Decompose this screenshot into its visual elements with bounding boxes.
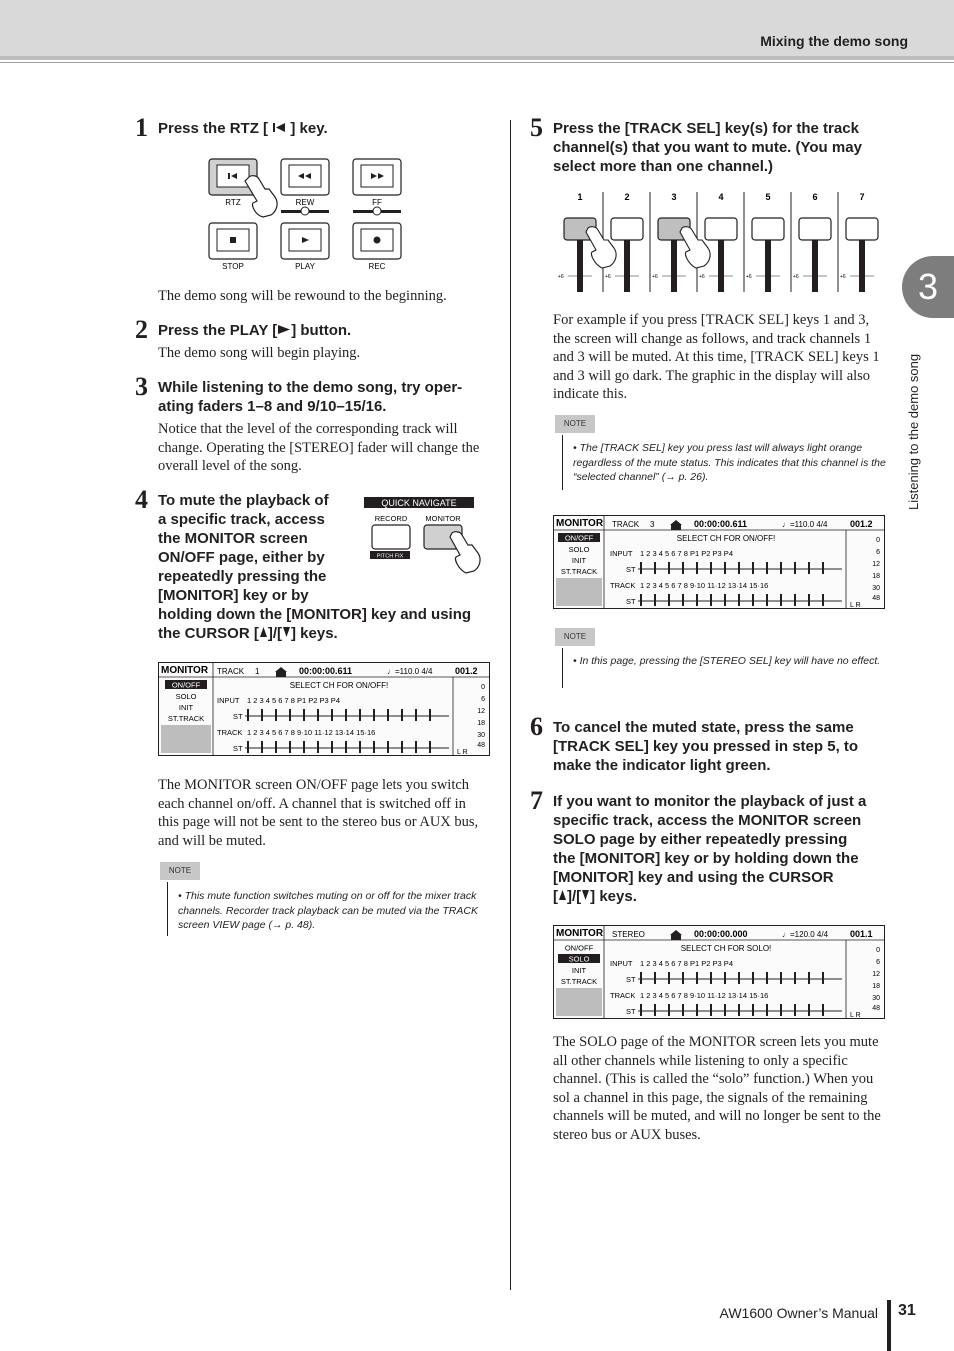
step-4-note-text: This mute function switches muting on or off for the mixer track channels. Recorder track playback can be muted via the TRACK screen VIEW page (→ p. 48). xyxy=(178,890,478,931)
lcd2-meter-18: 18 xyxy=(872,573,880,580)
step-4-number: 4 xyxy=(135,485,148,514)
lcd2-meter-0: 0 xyxy=(876,537,880,544)
step-5-title-line3: select more than one channel.) xyxy=(553,158,774,175)
lcd3-prompt: SELECT CH FOR SOLO! xyxy=(680,944,772,953)
pitch-fix-label: PITCH FIX xyxy=(376,553,404,560)
running-head: Mixing the demo song xyxy=(760,33,908,49)
lcd3-track-row-label: TRACK xyxy=(610,991,636,1000)
lcd3-st-label-2: ST xyxy=(626,1007,636,1016)
lcd2-input-label: INPUT xyxy=(610,549,633,558)
lcd2-input-channels: 1 2 3 4 5 6 7 8 P1 P2 P3 P4 xyxy=(640,549,733,558)
step-2-title xyxy=(158,321,351,340)
lcd2-meter-12: 12 xyxy=(872,561,880,568)
fader-number-2: 2 xyxy=(624,192,630,202)
lcd1-tab-sttrack[interactable]: ST.TRACK xyxy=(167,714,205,723)
lcd2-tab-sttrack[interactable]: ST.TRACK xyxy=(560,567,598,576)
step-7-title-line: specific track, access the MONITOR screen xyxy=(553,812,862,829)
rec-key[interactable] xyxy=(353,223,401,259)
lcd3-meter-30: 30 xyxy=(872,995,880,1002)
step-2-title-post: ] button. xyxy=(291,322,352,339)
lcd1-track-num: 1 xyxy=(255,667,260,676)
lcd3-meter-6: 6 xyxy=(876,959,880,966)
rtz-label: RTZ xyxy=(225,198,241,207)
lcd2-track-row-label: TRACK xyxy=(610,581,636,590)
header-rule xyxy=(0,56,954,60)
lcd2-tab-onoff[interactable]: ON/OFF xyxy=(564,533,594,543)
ff-key[interactable] xyxy=(353,159,401,195)
lcd1-tab-solo[interactable]: SOLO xyxy=(175,692,197,701)
step-1-body: The demo song will be rewound to the beginning. xyxy=(158,288,447,304)
lcd1-track-channels: 1 2 3 4 5 6 7 8 9·10 11·12 13·14 15·16 xyxy=(247,728,376,737)
step-5-note-1-text: The [TRACK SEL] key you press last will always light orange regardless of the mute status. This indicates that this channel is the “selected channel” (→ p. 26). xyxy=(573,442,886,483)
step-4-title-last-mid: ]/[ xyxy=(267,625,283,642)
lcd1-bar: 001.2 xyxy=(455,666,478,676)
step-3-number: 3 xyxy=(135,372,148,401)
step-5-note-2-text: In this page, pressing the [STEREO SEL] key will have no effect. xyxy=(579,655,881,667)
step-1-number: 1 xyxy=(135,113,148,142)
column-divider xyxy=(510,120,511,1290)
fader-mark: +6 xyxy=(699,274,705,280)
step-5-title xyxy=(553,119,898,176)
step-4-title-last-post: ] keys. xyxy=(291,625,338,642)
step-5-title-line1: Press the [TRACK SEL] key(s) for the track xyxy=(553,120,859,137)
lcd2-tab-solo[interactable]: SOLO xyxy=(568,545,590,554)
cursor-up-icon xyxy=(558,888,567,905)
step-7-title-line: SOLO page by either repeatedly pressing xyxy=(553,831,848,848)
lcd3-tab-solo[interactable]: SOLO xyxy=(568,954,590,964)
lcd1-meter-48: 48 xyxy=(477,742,485,749)
step-7-title xyxy=(553,792,898,906)
lcd1-meter-0: 0 xyxy=(481,684,485,691)
page-number: 31 xyxy=(898,1302,916,1319)
lcd2-tempo: ♩=110.0 4/4 xyxy=(782,520,828,529)
fader-number-5: 5 xyxy=(765,192,771,202)
lcd2-time: 00:00:00.611 xyxy=(694,519,748,529)
fader-mark: +6 xyxy=(793,274,799,280)
step-3-title-line1: While listening to the demo song, try oper- xyxy=(158,379,463,396)
step-7-title-last-post: ] keys. xyxy=(590,888,637,905)
step-4-title-line-last xyxy=(158,624,503,643)
step-1-title-pre: Press the RTZ [ xyxy=(158,120,269,137)
stop-key[interactable] xyxy=(209,223,257,259)
transport-keys-illustration xyxy=(205,155,415,275)
chapter-side-label: Listening to the demo song xyxy=(906,353,921,510)
fader-number-7: 7 xyxy=(859,192,865,202)
cursor-down-icon xyxy=(581,888,590,905)
lcd1-time: 00:00:00.611 xyxy=(299,666,353,676)
step-5-note-2: • In this page, pressing the [STEREO SEL] key will have no effect. xyxy=(573,655,881,667)
step-2-number: 2 xyxy=(135,315,148,344)
footer-manual-title: AW1600 Owner’s Manual xyxy=(719,1305,878,1321)
note-tag: NOTE xyxy=(160,862,200,880)
step-6-number: 6 xyxy=(530,712,543,741)
step-4-note: • This mute function switches muting on or off for the mixer track channels. Recorder track playback can be muted via the TRACK screen VIEW page (→ p. 48). xyxy=(178,890,478,931)
lcd3-track-channels: 1 2 3 4 5 6 7 8 9·10 11·12 13·14 15·16 xyxy=(640,991,769,1000)
step-3-title xyxy=(158,378,498,416)
play-label: PLAY xyxy=(295,262,315,271)
lcd3-meter-18: 18 xyxy=(872,983,880,990)
step-4-title-line: repeatedly pressing the xyxy=(158,568,327,585)
step-4-title-line: ON/OFF page, either by xyxy=(158,549,325,566)
track-sel-faders-illustration xyxy=(556,188,886,296)
track-sel-key-6[interactable] xyxy=(799,218,831,240)
step-2-body: The demo song will begin playing. xyxy=(158,345,361,361)
lcd1-tab-onoff[interactable]: ON/OFF xyxy=(171,680,201,690)
fader-mark: +6 xyxy=(558,274,564,280)
step-4-title-line: [MONITOR] key or by xyxy=(158,587,309,604)
lcd1-meter-18: 18 xyxy=(477,720,485,727)
lcd1-tempo: ♩=110.0 4/4 xyxy=(387,667,433,676)
stop-label: STOP xyxy=(222,262,244,271)
lcd3-tab-onoff[interactable]: ON/OFF xyxy=(564,943,594,953)
lcd2-st-label-2: ST xyxy=(626,597,636,606)
note-tag: NOTE xyxy=(555,628,595,646)
step-7-body: The SOLO page of the MONITOR screen lets you mute all other channels while listening to only a specific channel. (This is called the “solo” function.) When you sol a channel in this page, the signals of the remaining channels will be muted, and will no longer be sent to the stereo bus or AUX buses. xyxy=(553,1034,881,1143)
lcd3-track-label: STEREO xyxy=(612,930,645,939)
lcd1-st-label-2: ST xyxy=(233,744,243,753)
step-5-number: 5 xyxy=(530,113,543,142)
fader-mark: +6 xyxy=(652,274,658,280)
lcd1-tab-init[interactable]: INIT xyxy=(178,703,194,712)
lcd3-meter-0: 0 xyxy=(876,947,880,954)
lcd2-meter-30: 30 xyxy=(872,585,880,592)
play-icon xyxy=(277,322,291,339)
rtz-icon xyxy=(268,120,290,137)
lcd1-meter-6: 6 xyxy=(481,696,485,703)
lcd1-input-label: INPUT xyxy=(217,696,240,705)
lcd-monitor-solo xyxy=(553,925,885,1019)
lcd1-st-label: ST xyxy=(233,712,243,721)
lcd2-track-num: 3 xyxy=(650,520,655,529)
lcd-monitor-onoff-track3 xyxy=(553,515,885,609)
lcd3-input-label: INPUT xyxy=(610,959,633,968)
track-sel-key-5[interactable] xyxy=(752,218,784,240)
fader-mark: +6 xyxy=(746,274,752,280)
step-5-title-line2: channel(s) that you want to mute. (You may xyxy=(553,139,862,156)
fader-number-6: 6 xyxy=(812,192,818,202)
lcd3-tempo: ♩=120.0 4/4 xyxy=(782,930,829,939)
step-4-title-line: a specific track, access xyxy=(158,511,325,528)
home-icon xyxy=(275,667,287,677)
step-1-title-post: ] key. xyxy=(290,120,328,137)
footer-bar xyxy=(887,1300,891,1351)
step-7-title-last-mid: ]/[ xyxy=(567,888,582,905)
lcd1-track-label: TRACK xyxy=(217,667,245,676)
lcd3-tab-sttrack[interactable]: ST.TRACK xyxy=(560,977,598,986)
lcd2-lr: L R xyxy=(850,602,861,609)
lcd3-bar: 001.1 xyxy=(850,929,873,939)
lcd3-input-channels: 1 2 3 4 5 6 7 8 P1 P2 P3 P4 xyxy=(640,959,733,968)
record-key[interactable] xyxy=(372,525,410,549)
fader-number-1: 1 xyxy=(577,192,583,202)
chapter-number: 3 xyxy=(917,266,939,307)
lcd1-input-channels: 1 2 3 4 5 6 7 8 P1 P2 P3 P4 xyxy=(247,696,340,705)
step-7-title-line: If you want to monitor the playback of just a xyxy=(553,793,867,810)
lcd2-meter-6: 6 xyxy=(876,549,880,556)
lcd3-meter-12: 12 xyxy=(872,971,880,978)
lcd2-st-label: ST xyxy=(626,565,636,574)
lcd2-title: MONITOR xyxy=(556,518,604,529)
lcd2-prompt: SELECT CH FOR ON/OFF! xyxy=(676,534,776,543)
lcd3-time: 00:00:00.000 xyxy=(694,929,748,939)
step-1-title xyxy=(158,119,328,138)
header-rule-thin xyxy=(0,62,954,63)
fader-mark: +6 xyxy=(840,274,846,280)
lcd1-title: MONITOR xyxy=(161,665,209,676)
step-3-body: Notice that the level of the corresponding track will change. Operating the [STEREO] fader will change the overall level of the song. xyxy=(158,421,480,474)
step-3-title-line2: ating faders 1–8 and 9/10–15/16. xyxy=(158,398,387,415)
cursor-up-icon xyxy=(259,625,268,642)
step-7-title-line: [MONITOR] key and using the CURSOR xyxy=(553,869,834,886)
monitor-label: MONITOR xyxy=(425,514,461,523)
step-7-title-last-pre: [ xyxy=(553,888,558,905)
lcd1-track-row-label: TRACK xyxy=(217,728,243,737)
rew-key[interactable] xyxy=(281,159,329,195)
lcd3-meter-48: 48 xyxy=(872,1005,880,1012)
lcd2-track-label: TRACK xyxy=(612,520,640,529)
step-7-title-line-last xyxy=(553,887,898,906)
step-7-title-line: the [MONITOR] key or by holding down the xyxy=(553,850,859,867)
home-icon xyxy=(670,930,682,940)
step-6-title-line3: make the indicator light green. xyxy=(553,757,771,774)
pointing-hand-icon xyxy=(245,176,277,217)
cursor-down-icon xyxy=(282,625,291,642)
step-4-title-line: holding down the [MONITOR] key and using xyxy=(158,606,472,623)
quick-navigate-title: QUICK NAVIGATE xyxy=(381,498,457,508)
step-4-body: The MONITOR screen ON/OFF page lets you switch each channel on/off. A channel that is switched off in this page will not be sent to the stereo bus or AUX bus, and will be muted. xyxy=(158,777,479,849)
step-6-title-line1: To cancel the muted state, press the same xyxy=(553,719,854,736)
lcd1-lr: L R xyxy=(457,749,468,756)
step-2-title-pre: Press the PLAY [ xyxy=(158,322,278,339)
lcd1-meter-30: 30 xyxy=(477,732,485,739)
fader-mark: +6 xyxy=(605,274,611,280)
play-key[interactable] xyxy=(281,223,329,259)
track-sel-key-4[interactable] xyxy=(705,218,737,240)
step-5-note-1: • The [TRACK SEL] key you press last will always light orange regardless of the mute status. This indicates that this channel is the “selected channel” (→ p. 26). xyxy=(573,442,886,483)
fader-number-4: 4 xyxy=(718,192,724,202)
step-4-title-line: To mute the playback of xyxy=(158,492,329,509)
ff-label: FF xyxy=(372,198,382,207)
track-sel-key-7[interactable] xyxy=(846,218,878,240)
lcd-monitor-onoff-track1 xyxy=(158,662,490,756)
lcd3-st-label: ST xyxy=(626,975,636,984)
quick-navigate-illustration xyxy=(362,495,490,577)
pointing-hand-icon xyxy=(450,532,480,573)
lcd2-track-channels: 1 2 3 4 5 6 7 8 9·10 11·12 13·14 15·16 xyxy=(640,581,769,590)
step-4-title-last-pre: the CURSOR [ xyxy=(158,625,259,642)
home-icon xyxy=(670,520,682,530)
step-4-title-line: the MONITOR screen xyxy=(158,530,308,547)
lcd3-lr: L R xyxy=(850,1012,861,1019)
lcd1-prompt: SELECT CH FOR ON/OFF! xyxy=(289,681,389,690)
fader-number-3: 3 xyxy=(671,192,677,202)
track-sel-key-2[interactable] xyxy=(611,218,643,240)
lcd2-meter-48: 48 xyxy=(872,595,880,602)
lcd1-meter-12: 12 xyxy=(477,708,485,715)
step-5-body: For example if you press [TRACK SEL] keys 1 and 3, the screen will change as follows, and track channels 1 and 3 will be muted. At this time, [TRACK SEL] keys 1 and 3 will go dark. The graphic in the display will also indicate this. xyxy=(553,312,880,402)
step-6-title-line2: [TRACK SEL] key you pressed in step 5, to xyxy=(553,738,859,755)
record-label: RECORD xyxy=(374,514,408,523)
lcd2-tab-init[interactable]: INIT xyxy=(571,556,587,565)
lcd3-title: MONITOR xyxy=(556,928,604,939)
step-6-title xyxy=(553,718,898,775)
lcd3-tab-init[interactable]: INIT xyxy=(571,966,587,975)
rec-label: REC xyxy=(368,262,386,271)
lcd2-bar: 001.2 xyxy=(850,519,873,529)
step-7-number: 7 xyxy=(530,786,543,815)
note-tag: NOTE xyxy=(555,415,595,433)
rew-label: REW xyxy=(295,198,315,207)
